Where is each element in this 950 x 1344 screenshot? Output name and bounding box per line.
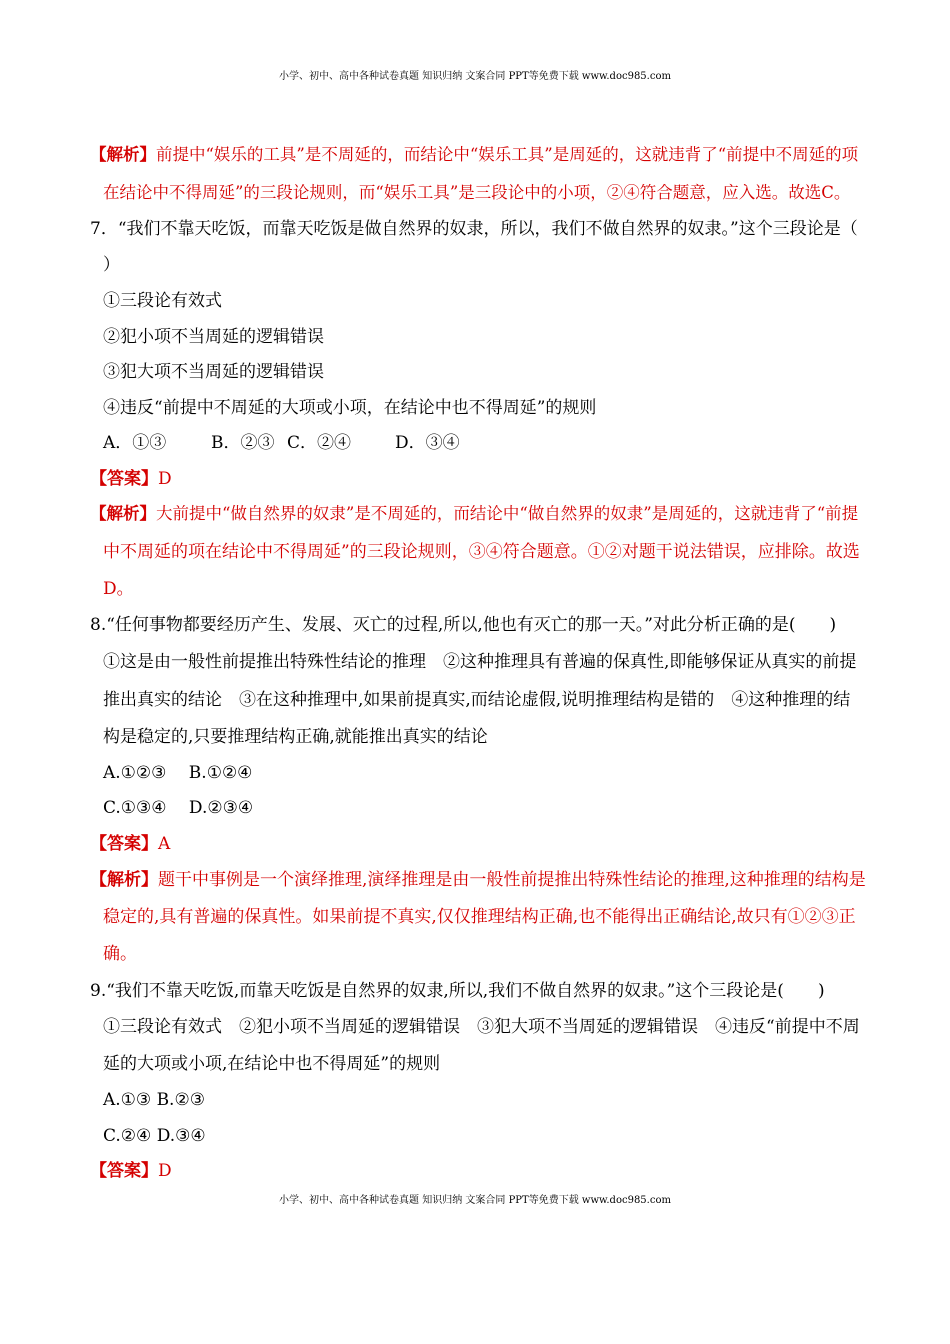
- q7-analysis-line-2: 中不周延的项在结论中不得周延”的三段论规则，③④符合题意。①②对题干说法错误，应排除。故选: [103, 542, 860, 562]
- q9-statements-line-1: ①三段论有效式 ②犯小项不当周延的逻辑错误 ③犯大项不当周延的逻辑错误 ④违反“前提中不周: [103, 1017, 860, 1037]
- q9-stem: 9.“我们不靠天吃饭,而靠天吃饭是自然界的奴隶,所以,我们不做自然界的奴隶。”这个三段论是( ): [90, 981, 825, 1001]
- q7-option-b: B．②③: [211, 433, 275, 453]
- q8-options-line-2: C.①③④ D.②③④: [103, 798, 254, 818]
- q8-statements-line-2: 推出真实的结论 ③在这种推理中,如果前提真实,而结论虚假,说明推理结构是错的 ④这种推理的结: [103, 690, 851, 710]
- q7-answer-value: D: [158, 469, 172, 489]
- q7-option-c: C．②④: [287, 433, 352, 453]
- analysis-tag: 【解析】: [90, 870, 158, 890]
- q8-analysis-line-3: 确。: [103, 944, 137, 964]
- q7-statement-2: ②犯小项不当周延的逻辑错误: [103, 327, 324, 347]
- page-footer: 小学、初中、高中各种试卷真题 知识归纳 文案合同 PPT等免费下载 www.doc985.com: [279, 1195, 671, 1206]
- page-header: 小学、初中、高中各种试卷真题 知识归纳 文案合同 PPT等免费下载 www.doc985.com: [279, 71, 671, 82]
- q7-statement-3: ③犯大项不当周延的逻辑错误: [103, 362, 324, 382]
- q9-statements-line-2: 延的大项或小项,在结论中也不得周延”的规则: [103, 1054, 441, 1074]
- q8-answer-value: A: [158, 834, 171, 854]
- q7-answer: [90, 468, 172, 490]
- q7-statement-4: ④违反“前提中不周延的大项或小项，在结论中也不得周延”的规则: [103, 398, 597, 418]
- q7-option-a: A．①③: [103, 433, 167, 453]
- q8-analysis-line-2: 稳定的,具有普遍的保真性。如果前提不真实,仅仅推理结构正确,也不能得出正确结论,故只有①②③正: [103, 907, 856, 927]
- answer-tag: 【答案】: [90, 834, 158, 854]
- q6-analysis-text-1: 前提中“娱乐的工具”是不周延的，而结论中“娱乐工具”是周延的，这就违背了“前提中不周延的项: [156, 145, 859, 164]
- q7-stem-line-1: 7．“我们不靠天吃饭，而靠天吃饭是做自然界的奴隶，所以，我们不做自然界的奴隶。”这个三段论是（: [90, 219, 858, 239]
- q7-statement-1: ①三段论有效式: [103, 291, 222, 311]
- analysis-tag: 【解析】: [90, 504, 156, 523]
- q7-analysis-text-1: 大前提中“做自然界的奴隶”是不周延的，而结论中“做自然界的奴隶”是周延的，这就违背了“前提: [156, 504, 859, 523]
- q9-options-line-2: C.②④ D.③④: [103, 1126, 206, 1146]
- answer-tag: 【答案】: [90, 469, 158, 489]
- q7-options: [103, 432, 460, 454]
- q8-analysis-text-1: 题干中事例是一个演绎推理,演绎推理是由一般性前提推出特殊性结论的推理,这种推理的结构是: [158, 870, 866, 890]
- q9-answer-value: D: [158, 1161, 172, 1181]
- q8-analysis-line-1: [90, 869, 866, 891]
- q9-answer: [90, 1160, 172, 1182]
- q6-analysis-line-1: [90, 144, 858, 166]
- analysis-tag: 【解析】: [90, 145, 156, 164]
- q7-analysis-line-1: [90, 503, 858, 525]
- q8-answer: [90, 833, 170, 855]
- q9-options-line-1: A.①③ B.②③: [103, 1090, 205, 1110]
- q7-stem-line-2: ）: [103, 255, 120, 275]
- q7-analysis-line-3: D。: [103, 579, 134, 599]
- q8-statements-line-1: ①这是由一般性前提推出特殊性结论的推理 ②这种推理具有普遍的保真性,即能够保证从真实的前提: [103, 652, 857, 672]
- q8-statements-line-3: 构是稳定的,只要推理结构正确,就能推出真实的结论: [103, 727, 488, 747]
- q8-options-line-1: A.①②③ B.①②④: [103, 763, 253, 783]
- answer-tag: 【答案】: [90, 1161, 158, 1181]
- q6-analysis-line-2: 在结论中不得周延”的三段论规则，而“娱乐工具”是三段论中的小项，②④符合题意，应入选。故选C。: [103, 183, 851, 202]
- q8-stem: 8.“任何事物都要经历产生、发展、灭亡的过程,所以,他也有灭亡的那一天。”对此分析正确的是( ): [90, 615, 837, 635]
- q7-option-d: D．③④: [395, 433, 460, 453]
